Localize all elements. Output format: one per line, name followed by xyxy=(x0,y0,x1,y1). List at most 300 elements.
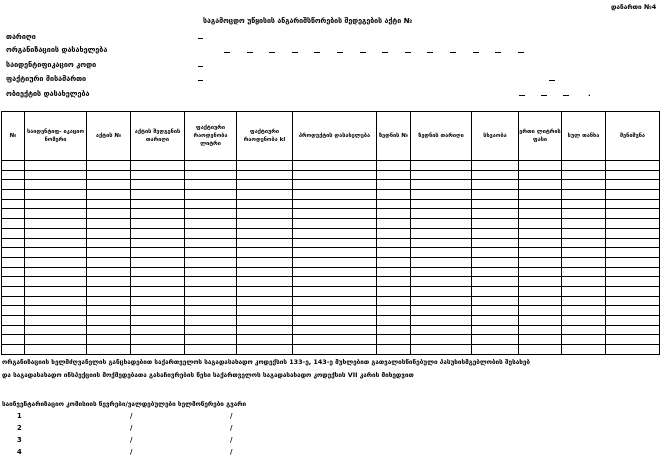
table-cell[interactable] xyxy=(411,316,472,326)
table-cell[interactable] xyxy=(131,190,185,200)
table-cell[interactable] xyxy=(2,219,25,229)
table-cell[interactable] xyxy=(185,180,237,190)
table-cell[interactable] xyxy=(377,248,411,258)
table-cell[interactable] xyxy=(472,161,519,171)
table-row xyxy=(2,199,660,209)
table-cell[interactable] xyxy=(377,238,411,248)
table-cell[interactable] xyxy=(377,325,411,335)
table-cell[interactable] xyxy=(185,296,237,306)
table-cell[interactable] xyxy=(87,296,131,306)
table-cell[interactable] xyxy=(519,286,562,296)
table-cell[interactable] xyxy=(519,316,562,326)
table-cell[interactable] xyxy=(237,219,293,229)
table-cell[interactable] xyxy=(293,306,377,316)
table-cell[interactable] xyxy=(519,170,562,180)
table-cell[interactable] xyxy=(185,277,237,287)
table-cell[interactable] xyxy=(131,228,185,238)
table-cell[interactable] xyxy=(2,335,25,345)
table-cell[interactable] xyxy=(185,316,237,326)
table-cell[interactable] xyxy=(131,277,185,287)
column-header: პროდუქტის დასახელება xyxy=(293,112,377,161)
table-cell[interactable] xyxy=(2,180,25,190)
table-cell[interactable] xyxy=(411,238,472,248)
table-cell[interactable] xyxy=(472,335,519,345)
table-cell[interactable] xyxy=(411,335,472,345)
table-cell[interactable] xyxy=(25,161,87,171)
table-cell[interactable] xyxy=(377,286,411,296)
table-cell[interactable] xyxy=(472,345,519,355)
table-cell[interactable] xyxy=(293,257,377,267)
table-cell[interactable] xyxy=(472,219,519,229)
table-cell[interactable] xyxy=(519,257,562,267)
signature-number: 3 xyxy=(17,436,22,444)
table-cell[interactable] xyxy=(606,248,660,258)
table-cell[interactable] xyxy=(237,170,293,180)
table-cell[interactable] xyxy=(562,190,606,200)
table-cell[interactable] xyxy=(411,325,472,335)
table-cell[interactable] xyxy=(2,345,25,355)
table-cell[interactable] xyxy=(293,316,377,326)
table-cell[interactable] xyxy=(472,277,519,287)
table-cell[interactable] xyxy=(519,335,562,345)
table-cell[interactable] xyxy=(2,296,25,306)
table-cell[interactable] xyxy=(293,180,377,190)
table-cell[interactable] xyxy=(562,219,606,229)
table-cell[interactable] xyxy=(606,209,660,219)
table-cell[interactable] xyxy=(411,190,472,200)
table-cell[interactable] xyxy=(87,286,131,296)
table-cell[interactable] xyxy=(131,180,185,190)
table-cell[interactable] xyxy=(87,180,131,190)
table-cell[interactable] xyxy=(519,296,562,306)
table-cell[interactable] xyxy=(293,296,377,306)
table-cell[interactable] xyxy=(185,219,237,229)
table-cell[interactable] xyxy=(2,325,25,335)
table-cell[interactable] xyxy=(185,267,237,277)
table-cell[interactable] xyxy=(519,248,562,258)
object-name-label: ობიექტის დასახელება xyxy=(6,89,90,98)
table-cell[interactable] xyxy=(25,170,87,180)
table-cell[interactable] xyxy=(472,228,519,238)
table-cell[interactable] xyxy=(472,316,519,326)
table-cell[interactable] xyxy=(131,170,185,180)
column-header: № xyxy=(2,112,25,161)
signature-row xyxy=(17,412,22,420)
table-cell[interactable] xyxy=(293,190,377,200)
table-cell[interactable] xyxy=(411,209,472,219)
table-cell[interactable] xyxy=(2,248,25,258)
table-cell[interactable] xyxy=(237,238,293,248)
fill-line-segment xyxy=(541,95,547,96)
table-row xyxy=(2,228,660,238)
table-row xyxy=(2,286,660,296)
table-cell[interactable] xyxy=(606,277,660,287)
table-cell[interactable] xyxy=(519,345,562,355)
table-cell[interactable] xyxy=(87,267,131,277)
table-cell[interactable] xyxy=(562,345,606,355)
table-cell[interactable] xyxy=(377,190,411,200)
table-cell[interactable] xyxy=(606,306,660,316)
fill-line-segment xyxy=(224,52,230,53)
table-cell[interactable] xyxy=(185,335,237,345)
table-cell[interactable] xyxy=(472,199,519,209)
table-cell[interactable] xyxy=(185,190,237,200)
table-cell[interactable] xyxy=(2,228,25,238)
table-cell[interactable] xyxy=(411,286,472,296)
table-cell[interactable] xyxy=(25,180,87,190)
table-cell[interactable] xyxy=(87,228,131,238)
table-cell[interactable] xyxy=(131,209,185,219)
table-cell[interactable] xyxy=(293,248,377,258)
table-cell[interactable] xyxy=(377,199,411,209)
table-row xyxy=(2,296,660,306)
signature-separator: / xyxy=(130,448,133,456)
table-cell[interactable] xyxy=(562,248,606,258)
table-cell[interactable] xyxy=(293,209,377,219)
table-cell[interactable] xyxy=(293,219,377,229)
table-cell[interactable] xyxy=(606,316,660,326)
table-cell[interactable] xyxy=(185,209,237,219)
fill-line-segment xyxy=(360,52,366,53)
column-header: შენიშვნა xyxy=(606,112,660,161)
table-cell[interactable] xyxy=(25,345,87,355)
table-cell[interactable] xyxy=(562,277,606,287)
table-cell[interactable] xyxy=(562,306,606,316)
table-cell[interactable] xyxy=(293,345,377,355)
table-cell[interactable] xyxy=(185,199,237,209)
table-cell[interactable] xyxy=(606,345,660,355)
table-cell[interactable] xyxy=(131,199,185,209)
identification-code-line[interactable] xyxy=(198,66,203,67)
table-cell[interactable] xyxy=(25,335,87,345)
table-cell[interactable] xyxy=(411,277,472,287)
table-cell[interactable] xyxy=(2,286,25,296)
table-cell[interactable] xyxy=(411,267,472,277)
table-cell[interactable] xyxy=(2,306,25,316)
table-cell[interactable] xyxy=(25,286,87,296)
table-cell[interactable] xyxy=(519,219,562,229)
table-cell[interactable] xyxy=(25,199,87,209)
table-cell[interactable] xyxy=(131,296,185,306)
table-cell[interactable] xyxy=(237,296,293,306)
table-cell[interactable] xyxy=(411,161,472,171)
actual-address-line-right[interactable] xyxy=(549,80,555,81)
table-cell[interactable] xyxy=(411,219,472,229)
table-cell[interactable] xyxy=(606,238,660,248)
table-cell[interactable] xyxy=(606,325,660,335)
table-cell[interactable] xyxy=(87,257,131,267)
table-cell[interactable] xyxy=(377,306,411,316)
table-cell[interactable] xyxy=(237,257,293,267)
table-cell[interactable] xyxy=(237,161,293,171)
table-cell[interactable] xyxy=(472,209,519,219)
table-cell[interactable] xyxy=(131,316,185,326)
table-cell[interactable] xyxy=(293,228,377,238)
table-cell[interactable] xyxy=(293,267,377,277)
table-cell[interactable] xyxy=(131,286,185,296)
table-cell[interactable] xyxy=(2,209,25,219)
table-cell[interactable] xyxy=(87,170,131,180)
table-row xyxy=(2,238,660,248)
table-cell[interactable] xyxy=(237,267,293,277)
table-cell[interactable] xyxy=(562,170,606,180)
table-cell[interactable] xyxy=(237,286,293,296)
table-cell[interactable] xyxy=(131,238,185,248)
table-cell[interactable] xyxy=(606,228,660,238)
table-cell[interactable] xyxy=(87,238,131,248)
table-cell[interactable] xyxy=(131,248,185,258)
table-cell[interactable] xyxy=(411,180,472,190)
signature-separator: / xyxy=(130,436,133,444)
table-cell[interactable] xyxy=(411,345,472,355)
table-cell[interactable] xyxy=(377,335,411,345)
table-cell[interactable] xyxy=(2,277,25,287)
table-cell[interactable] xyxy=(377,219,411,229)
table-cell[interactable] xyxy=(237,228,293,238)
table-cell[interactable] xyxy=(2,170,25,180)
table-cell[interactable] xyxy=(25,296,87,306)
table-cell[interactable] xyxy=(377,267,411,277)
table-cell[interactable] xyxy=(185,345,237,355)
table-cell[interactable] xyxy=(87,277,131,287)
table-cell[interactable] xyxy=(185,161,237,171)
table-cell[interactable] xyxy=(237,345,293,355)
table-cell[interactable] xyxy=(606,286,660,296)
table-cell[interactable] xyxy=(519,161,562,171)
fill-line-segment xyxy=(450,52,456,53)
table-cell[interactable] xyxy=(293,325,377,335)
table-cell[interactable] xyxy=(472,170,519,180)
table-cell[interactable] xyxy=(606,267,660,277)
table-cell[interactable] xyxy=(472,267,519,277)
signature-number: 1 xyxy=(17,412,22,420)
table-cell[interactable] xyxy=(2,199,25,209)
table-cell[interactable] xyxy=(519,228,562,238)
table-cell[interactable] xyxy=(185,248,237,258)
table-row xyxy=(2,316,660,326)
table-cell[interactable] xyxy=(185,257,237,267)
table-cell[interactable] xyxy=(472,296,519,306)
table-cell[interactable] xyxy=(377,180,411,190)
table-cell[interactable] xyxy=(87,199,131,209)
table-cell[interactable] xyxy=(237,277,293,287)
table-row xyxy=(2,248,660,258)
table-cell[interactable] xyxy=(606,296,660,306)
table-cell[interactable] xyxy=(606,199,660,209)
signature-separator: / xyxy=(230,424,233,432)
table-cell[interactable] xyxy=(377,316,411,326)
table-cell[interactable] xyxy=(25,238,87,248)
table-cell[interactable] xyxy=(25,228,87,238)
table-row xyxy=(2,161,660,171)
table-cell[interactable] xyxy=(411,170,472,180)
organization-name-label: ორგანიზაციის დასახელება xyxy=(6,45,108,54)
table-cell[interactable] xyxy=(2,161,25,171)
table-cell[interactable] xyxy=(185,228,237,238)
table-cell[interactable] xyxy=(131,306,185,316)
table-cell[interactable] xyxy=(411,248,472,258)
table-cell[interactable] xyxy=(519,190,562,200)
table-cell[interactable] xyxy=(131,325,185,335)
table-cell[interactable] xyxy=(606,170,660,180)
table-cell[interactable] xyxy=(519,238,562,248)
table-cell[interactable] xyxy=(2,316,25,326)
identification-code-label: საიდენტიფიკაციო კოდი xyxy=(6,60,97,69)
table-cell[interactable] xyxy=(87,161,131,171)
table-cell[interactable] xyxy=(131,345,185,355)
table-cell[interactable] xyxy=(87,345,131,355)
table-cell[interactable] xyxy=(472,257,519,267)
table-row xyxy=(2,277,660,287)
signature-row xyxy=(17,424,22,432)
date-line[interactable] xyxy=(198,38,203,39)
table-cell[interactable] xyxy=(293,238,377,248)
table-cell[interactable] xyxy=(606,335,660,345)
table-cell[interactable] xyxy=(562,335,606,345)
table-cell[interactable] xyxy=(606,190,660,200)
table-cell[interactable] xyxy=(237,190,293,200)
table-cell[interactable] xyxy=(185,306,237,316)
table-cell[interactable] xyxy=(2,190,25,200)
table-cell[interactable] xyxy=(606,161,660,171)
table-cell[interactable] xyxy=(25,316,87,326)
table-cell[interactable] xyxy=(519,180,562,190)
table-cell[interactable] xyxy=(131,267,185,277)
table-cell[interactable] xyxy=(562,228,606,238)
declaration-line-1: ორგანიზაციის ხელმძღვანელის განცხადებით საქართველოს საგადასახადო კოდექსის 133-ე, 143-ე მუხლებით გათვალისწინებული პასუხისმგებლობის შესახებ xyxy=(2,358,531,366)
table-cell[interactable] xyxy=(131,257,185,267)
table-cell[interactable] xyxy=(25,257,87,267)
table-cell[interactable] xyxy=(411,306,472,316)
table-cell[interactable] xyxy=(2,257,25,267)
table-cell[interactable] xyxy=(519,267,562,277)
table-cell[interactable] xyxy=(562,267,606,277)
table-cell[interactable] xyxy=(25,277,87,287)
table-cell[interactable] xyxy=(562,209,606,219)
table-cell[interactable] xyxy=(131,219,185,229)
table-cell[interactable] xyxy=(411,296,472,306)
table-cell[interactable] xyxy=(411,228,472,238)
table-cell[interactable] xyxy=(519,209,562,219)
table-cell[interactable] xyxy=(519,306,562,316)
table-cell[interactable] xyxy=(185,325,237,335)
table-cell[interactable] xyxy=(562,316,606,326)
table-cell[interactable] xyxy=(237,306,293,316)
table-cell[interactable] xyxy=(185,238,237,248)
column-header: ზედნის თარიღი xyxy=(411,112,472,161)
table-row xyxy=(2,209,660,219)
table-cell[interactable] xyxy=(377,277,411,287)
table-cell[interactable] xyxy=(562,199,606,209)
table-cell[interactable] xyxy=(293,277,377,287)
table-cell[interactable] xyxy=(185,170,237,180)
fill-line-segment xyxy=(382,52,388,53)
table-cell[interactable] xyxy=(185,286,237,296)
table-cell[interactable] xyxy=(606,257,660,267)
table-cell[interactable] xyxy=(87,306,131,316)
table-cell[interactable] xyxy=(562,257,606,267)
table-cell[interactable] xyxy=(2,238,25,248)
table-cell[interactable] xyxy=(293,170,377,180)
table-cell[interactable] xyxy=(377,296,411,306)
table-cell[interactable] xyxy=(293,335,377,345)
table-cell[interactable] xyxy=(472,238,519,248)
table-cell[interactable] xyxy=(606,180,660,190)
table-cell[interactable] xyxy=(562,286,606,296)
table-cell[interactable] xyxy=(131,335,185,345)
fill-line-segment xyxy=(337,52,343,53)
table-cell[interactable] xyxy=(411,199,472,209)
table-cell[interactable] xyxy=(237,248,293,258)
table-cell[interactable] xyxy=(25,190,87,200)
table-cell[interactable] xyxy=(87,316,131,326)
table-cell[interactable] xyxy=(377,345,411,355)
table-cell[interactable] xyxy=(25,325,87,335)
table-cell[interactable] xyxy=(377,257,411,267)
table-cell[interactable] xyxy=(237,209,293,219)
table-cell[interactable] xyxy=(293,286,377,296)
table-cell[interactable] xyxy=(472,180,519,190)
table-cell[interactable] xyxy=(411,257,472,267)
table-cell[interactable] xyxy=(237,199,293,209)
table-cell[interactable] xyxy=(562,161,606,171)
inventory-table xyxy=(1,111,660,355)
table-cell[interactable] xyxy=(377,170,411,180)
table-cell[interactable] xyxy=(87,209,131,219)
table-cell[interactable] xyxy=(519,277,562,287)
table-cell[interactable] xyxy=(25,267,87,277)
table-cell[interactable] xyxy=(237,180,293,190)
table-cell[interactable] xyxy=(237,335,293,345)
column-header: ერთი ლიტრის ფასი xyxy=(519,112,562,161)
actual-address-line-left[interactable] xyxy=(198,80,203,81)
table-cell[interactable] xyxy=(377,209,411,219)
table-cell[interactable] xyxy=(562,325,606,335)
table-cell[interactable] xyxy=(562,180,606,190)
table-cell[interactable] xyxy=(377,228,411,238)
table-cell[interactable] xyxy=(519,325,562,335)
table-cell[interactable] xyxy=(377,161,411,171)
table-cell[interactable] xyxy=(131,161,185,171)
table-cell[interactable] xyxy=(472,248,519,258)
table-cell[interactable] xyxy=(87,219,131,229)
table-cell[interactable] xyxy=(562,296,606,306)
signature-separator: / xyxy=(230,436,233,444)
table-cell[interactable] xyxy=(25,248,87,258)
table-cell[interactable] xyxy=(25,219,87,229)
table-cell[interactable] xyxy=(519,199,562,209)
table-cell[interactable] xyxy=(293,161,377,171)
table-cell[interactable] xyxy=(472,286,519,296)
table-cell[interactable] xyxy=(2,267,25,277)
table-cell[interactable] xyxy=(562,238,606,248)
table-cell[interactable] xyxy=(293,199,377,209)
table-cell[interactable] xyxy=(472,306,519,316)
table-cell[interactable] xyxy=(25,306,87,316)
table-cell[interactable] xyxy=(87,335,131,345)
column-header: ზედნის № xyxy=(377,112,411,161)
table-cell[interactable] xyxy=(472,190,519,200)
table-cell[interactable] xyxy=(606,219,660,229)
table-cell[interactable] xyxy=(25,209,87,219)
table-cell[interactable] xyxy=(87,248,131,258)
table-cell[interactable] xyxy=(472,325,519,335)
table-cell[interactable] xyxy=(87,190,131,200)
table-cell[interactable] xyxy=(237,325,293,335)
table-cell[interactable] xyxy=(87,325,131,335)
signature-separator: / xyxy=(230,448,233,456)
table-cell[interactable] xyxy=(237,316,293,326)
